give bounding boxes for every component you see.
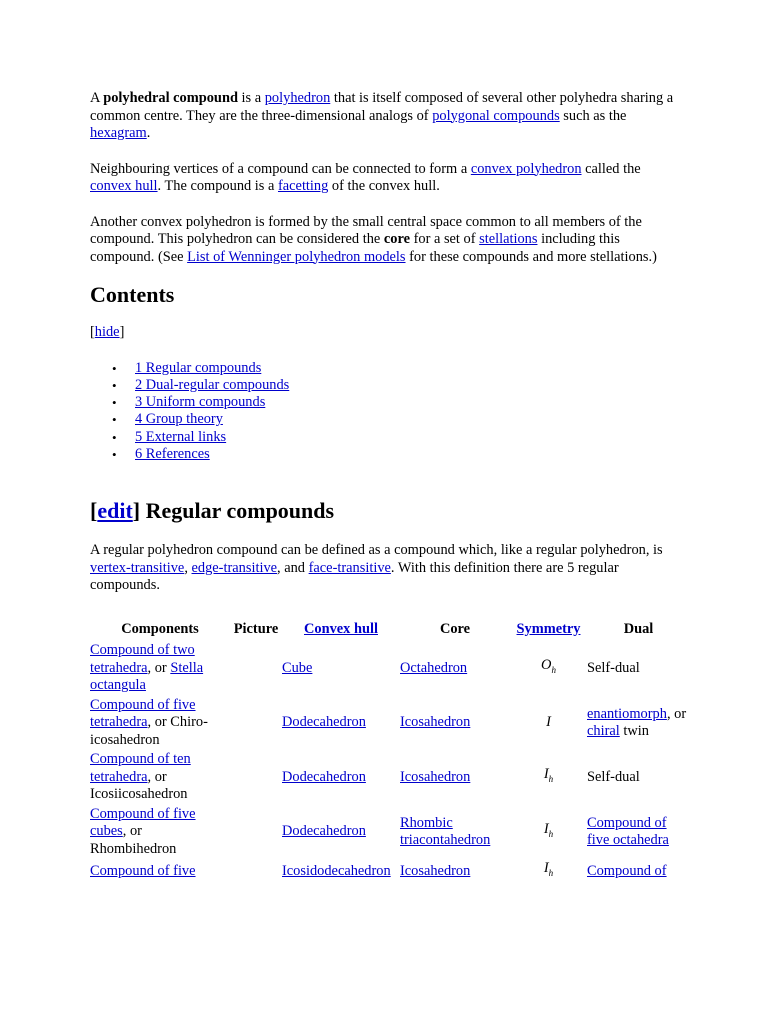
cell-core [400, 697, 510, 752]
symmetry-group: O [541, 657, 552, 674]
symmetry-subscript: h [551, 665, 556, 676]
header-dual: Dual [623, 620, 654, 637]
bullet-icon: • [112, 412, 117, 428]
cell-picture [230, 697, 282, 752]
cell-components [90, 697, 230, 752]
text: Neighbouring vertices of a compound can be connected to form a [90, 160, 471, 177]
compound-link[interactable]: Compound of ten tetrahedra [90, 751, 191, 785]
link-stellations[interactable]: stellations [479, 231, 538, 247]
cell-symmetry [510, 751, 587, 806]
core-link[interactable]: Octahedron [400, 659, 468, 676]
cell-symmetry [510, 697, 587, 752]
table-row [90, 642, 690, 697]
toc-item [90, 377, 685, 394]
link-wenninger-models[interactable]: List of Wenninger polyhedron models [187, 248, 406, 265]
cell-symmetry [510, 642, 587, 697]
header-components: Components [121, 620, 199, 637]
link-edge-transitive[interactable]: edge-transitive [191, 559, 278, 576]
text: , and [277, 559, 309, 576]
cell-convex-hull [282, 642, 400, 697]
cell-text: Self-dual [587, 768, 640, 785]
bold-term: core [383, 231, 410, 247]
text: such as the [559, 107, 627, 124]
link-convex-hull[interactable]: convex hull [90, 178, 158, 194]
cell-text: , or Rhombihedron [90, 823, 177, 857]
bracket: [ [90, 498, 98, 524]
toc-link-uniform-compounds[interactable]: 3 Uniform compounds [135, 394, 266, 411]
bullet-icon: • [112, 429, 117, 445]
text: called the [581, 160, 641, 177]
cell-dual [587, 642, 690, 697]
symmetry-subscript: h [548, 774, 554, 785]
link-facetting[interactable]: facetting [277, 178, 329, 194]
cell-text: , or Icosiicosahedron [90, 768, 188, 803]
symmetry-group: I [543, 766, 549, 783]
compound-link[interactable]: Compound of five tetrahedra [90, 696, 196, 731]
bullet-icon: • [112, 395, 117, 411]
table-of-contents [90, 360, 685, 464]
intro-paragraph-3 [90, 214, 685, 267]
compound-link[interactable]: Compound of five cubes [90, 805, 196, 840]
cell-convex-hull [282, 751, 400, 806]
cell-picture [230, 860, 282, 884]
article-body [90, 90, 685, 885]
core-link[interactable]: Icosahedron [400, 862, 471, 879]
cell-dual [587, 806, 690, 861]
cell-dual [587, 860, 690, 884]
header-core: Core [439, 620, 471, 637]
cell-convex-hull [282, 806, 400, 861]
contents-heading: Contents [90, 282, 175, 307]
text: for these compounds and more stellations.) [405, 248, 657, 265]
symmetry-subscript: h [548, 868, 554, 879]
cell-core [400, 642, 510, 697]
header-symmetry [510, 617, 587, 643]
toc-item [90, 360, 685, 377]
intro-paragraph-1 [90, 90, 685, 143]
link-polygonal-compounds[interactable]: polygonal compounds [432, 107, 560, 124]
text: including this compound. (See [90, 231, 620, 265]
toc-link-group-theory[interactable]: 4 Group theory [135, 411, 223, 428]
text: is a [237, 90, 265, 106]
cell-text: , or [666, 705, 687, 722]
convex-hull-link[interactable]: Icosidodecahedron [282, 862, 391, 879]
regular-compounds-table [90, 617, 690, 885]
table-row [90, 751, 690, 806]
text: . With this definition there are 5 regular compounds. [90, 559, 619, 594]
cell-text: twin [619, 723, 649, 740]
cell-text: , or [147, 659, 171, 676]
convex-hull-link[interactable]: Dodecahedron [282, 714, 366, 731]
symmetry-group: I [543, 820, 549, 837]
dual-link-2[interactable]: chiral [587, 723, 620, 740]
cell-picture [230, 806, 282, 861]
link-polyhedron[interactable]: polyhedron [264, 90, 331, 106]
table-header-row [90, 617, 690, 643]
table-row [90, 697, 690, 752]
cell-core [400, 751, 510, 806]
header-convex-hull [282, 617, 400, 643]
toc-toggle [90, 324, 685, 342]
cell-components [90, 642, 230, 697]
convex-hull-link[interactable]: Cube [282, 659, 313, 676]
section-title: Regular compounds [140, 498, 335, 524]
cell-picture [230, 642, 282, 697]
cell-dual [587, 697, 690, 752]
symmetry-subscript: h [548, 828, 554, 839]
text: . The compound is a [157, 178, 278, 194]
bullet-icon: • [112, 446, 117, 462]
bracket: [ [90, 324, 95, 340]
bullet-icon: • [112, 360, 117, 376]
cell-core [400, 806, 510, 861]
table-body [90, 642, 690, 884]
toc-item [90, 446, 685, 463]
text: A [90, 90, 104, 106]
text: that is itself composed of several other polyhedra sharing a common centre. They are the three-dimensional analogs of [90, 90, 674, 124]
bullet-icon: • [112, 377, 117, 393]
core-link[interactable]: Icosahedron [400, 768, 471, 785]
link-convex-polyhedron[interactable]: convex polyhedron [470, 160, 582, 177]
link-hexagram[interactable]: hexagram [90, 125, 147, 141]
convex-hull-header-link[interactable]: Convex hull [304, 620, 378, 637]
compound-alt-link[interactable]: Stella octangula [90, 659, 204, 694]
toc-item [90, 429, 685, 446]
text: A regular polyhedron compound can be defined as a compound which, like a regular polyhedron, is [90, 542, 663, 559]
cell-components [90, 751, 230, 806]
cell-symmetry [510, 806, 587, 861]
cell-text: , or Chiro-icosahedron [90, 714, 208, 748]
dual-link[interactable]: enantiomorph [587, 705, 667, 722]
symmetry-group: I [546, 714, 551, 731]
toc-item [90, 411, 685, 428]
text: for a set of [409, 231, 480, 247]
core-link[interactable]: Icosahedron [400, 714, 471, 731]
bracket: ] [119, 324, 125, 340]
cell-picture [230, 751, 282, 806]
cell-symmetry [510, 860, 587, 884]
edit-link[interactable]: edit [97, 498, 133, 524]
text: of the convex hull. [328, 178, 440, 194]
section-heading [90, 498, 685, 524]
toc-link-regular-compounds[interactable]: 1 Regular compounds [135, 359, 262, 376]
bracket: ] [132, 498, 141, 524]
convex-hull-link[interactable]: Dodecahedron [282, 768, 366, 785]
table-row [90, 860, 690, 884]
link-vertex-transitive[interactable]: vertex-transitive [90, 559, 185, 576]
toc-link-external-links[interactable]: 5 External links [135, 428, 227, 445]
dual-link[interactable]: Compound of [587, 862, 667, 879]
toc-item [90, 394, 685, 411]
intro-paragraph-2 [90, 161, 685, 196]
cell-components [90, 860, 230, 884]
cell-dual [587, 751, 690, 806]
toc-link-references[interactable]: 6 References [135, 445, 210, 462]
convex-hull-link[interactable]: Dodecahedron [282, 823, 366, 840]
hide-toc-link[interactable]: hide [94, 324, 120, 340]
compound-link[interactable]: Compound of two tetrahedra [90, 642, 195, 676]
table-row [90, 806, 690, 861]
text: , [184, 559, 192, 576]
text: . [146, 125, 151, 141]
dual-link[interactable]: Compound of five octahedra [587, 814, 669, 849]
cell-text: Self-dual [587, 659, 640, 676]
cell-convex-hull [282, 860, 400, 884]
header-picture: Picture [233, 620, 279, 637]
link-face-transitive[interactable]: face-transitive [308, 559, 391, 576]
core-link[interactable]: Rhombic triacontahedron [400, 814, 491, 849]
text: Another convex polyhedron is formed by the small central space common to all members of the compound. This polyhedron can be considered the [90, 213, 642, 247]
cell-convex-hull [282, 697, 400, 752]
section-intro-paragraph [90, 542, 685, 595]
cell-components [90, 806, 230, 861]
bold-term: polyhedral compound [103, 90, 238, 106]
compound-link[interactable]: Compound of five [90, 862, 196, 879]
cell-core [400, 860, 510, 884]
symmetry-header-link[interactable]: Symmetry [516, 620, 581, 637]
toc-link-dual-regular-compounds[interactable]: 2 Dual-regular compounds [135, 376, 290, 393]
symmetry-group: I [543, 860, 549, 877]
